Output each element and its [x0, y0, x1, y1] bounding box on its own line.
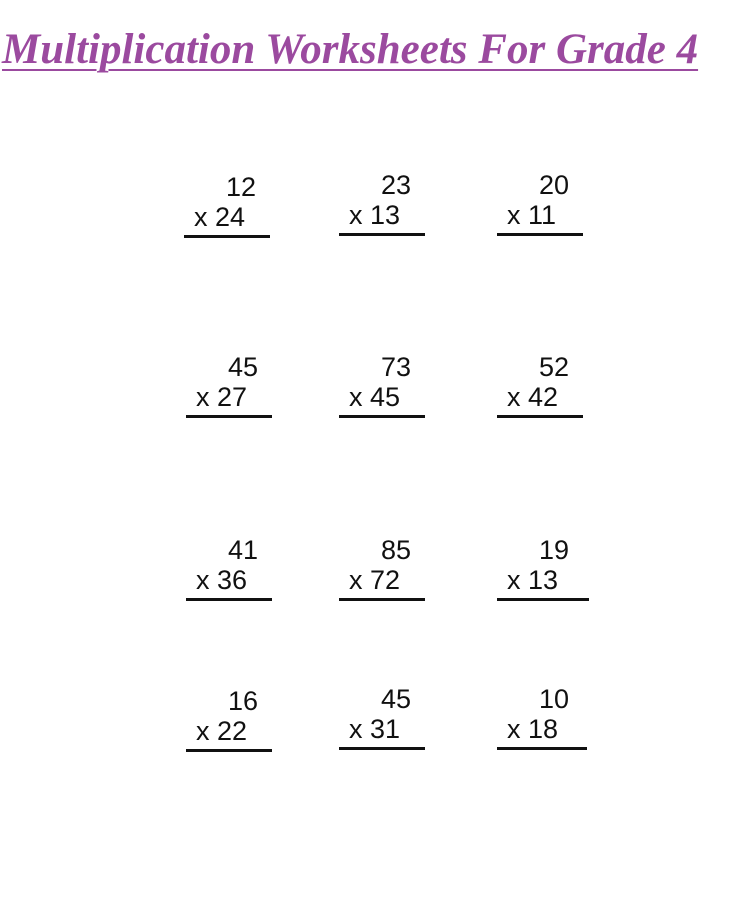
multiplier: x 22 [196, 716, 248, 746]
problem-7 [186, 535, 272, 605]
multiplicand: 23 [380, 170, 411, 200]
multiplicand: 73 [380, 352, 411, 382]
problem-4 [186, 352, 272, 422]
multiplicand: 19 [538, 535, 569, 565]
answer-line [497, 598, 589, 601]
multiplicand: 45 [227, 352, 258, 382]
multiplier: x 11 [507, 200, 557, 230]
answer-line [186, 749, 272, 752]
problem-2 [339, 170, 425, 240]
answer-line [497, 233, 583, 236]
multiplicand: 16 [227, 686, 258, 716]
multiplier: x 18 [507, 714, 559, 744]
answer-line [339, 598, 425, 601]
multiplier: x 45 [349, 382, 401, 412]
multiplier: x 13 [349, 200, 401, 230]
answer-line [497, 415, 583, 418]
multiplier: x 24 [194, 202, 246, 232]
multiplicand: 52 [538, 352, 569, 382]
multiplicand: 10 [538, 684, 569, 714]
page-title: Multiplication Worksheets For Grade 4 [2, 26, 699, 73]
multiplier: x 42 [507, 382, 559, 412]
problem-3 [497, 170, 583, 240]
problem-8 [339, 535, 425, 605]
answer-line [339, 747, 425, 750]
answer-line [184, 235, 270, 238]
multiplicand: 41 [227, 535, 258, 565]
multiplier: x 72 [349, 565, 401, 595]
problem-11 [339, 684, 425, 754]
multiplicand: 45 [380, 684, 411, 714]
answer-line [186, 415, 272, 418]
multiplicand: 12 [225, 172, 256, 202]
multiplier: x 27 [196, 382, 248, 412]
answer-line [497, 747, 587, 750]
problem-6 [497, 352, 583, 422]
answer-line [339, 415, 425, 418]
problem-12 [497, 684, 587, 754]
problem-9 [497, 535, 589, 605]
problem-1 [184, 172, 270, 242]
multiplier: x 31 [349, 714, 401, 744]
multiplicand: 85 [380, 535, 411, 565]
problem-5 [339, 352, 425, 422]
problem-10 [186, 686, 272, 756]
multiplier: x 13 [507, 565, 559, 595]
answer-line [339, 233, 425, 236]
multiplicand: 20 [538, 170, 569, 200]
multiplier: x 36 [196, 565, 248, 595]
answer-line [186, 598, 272, 601]
